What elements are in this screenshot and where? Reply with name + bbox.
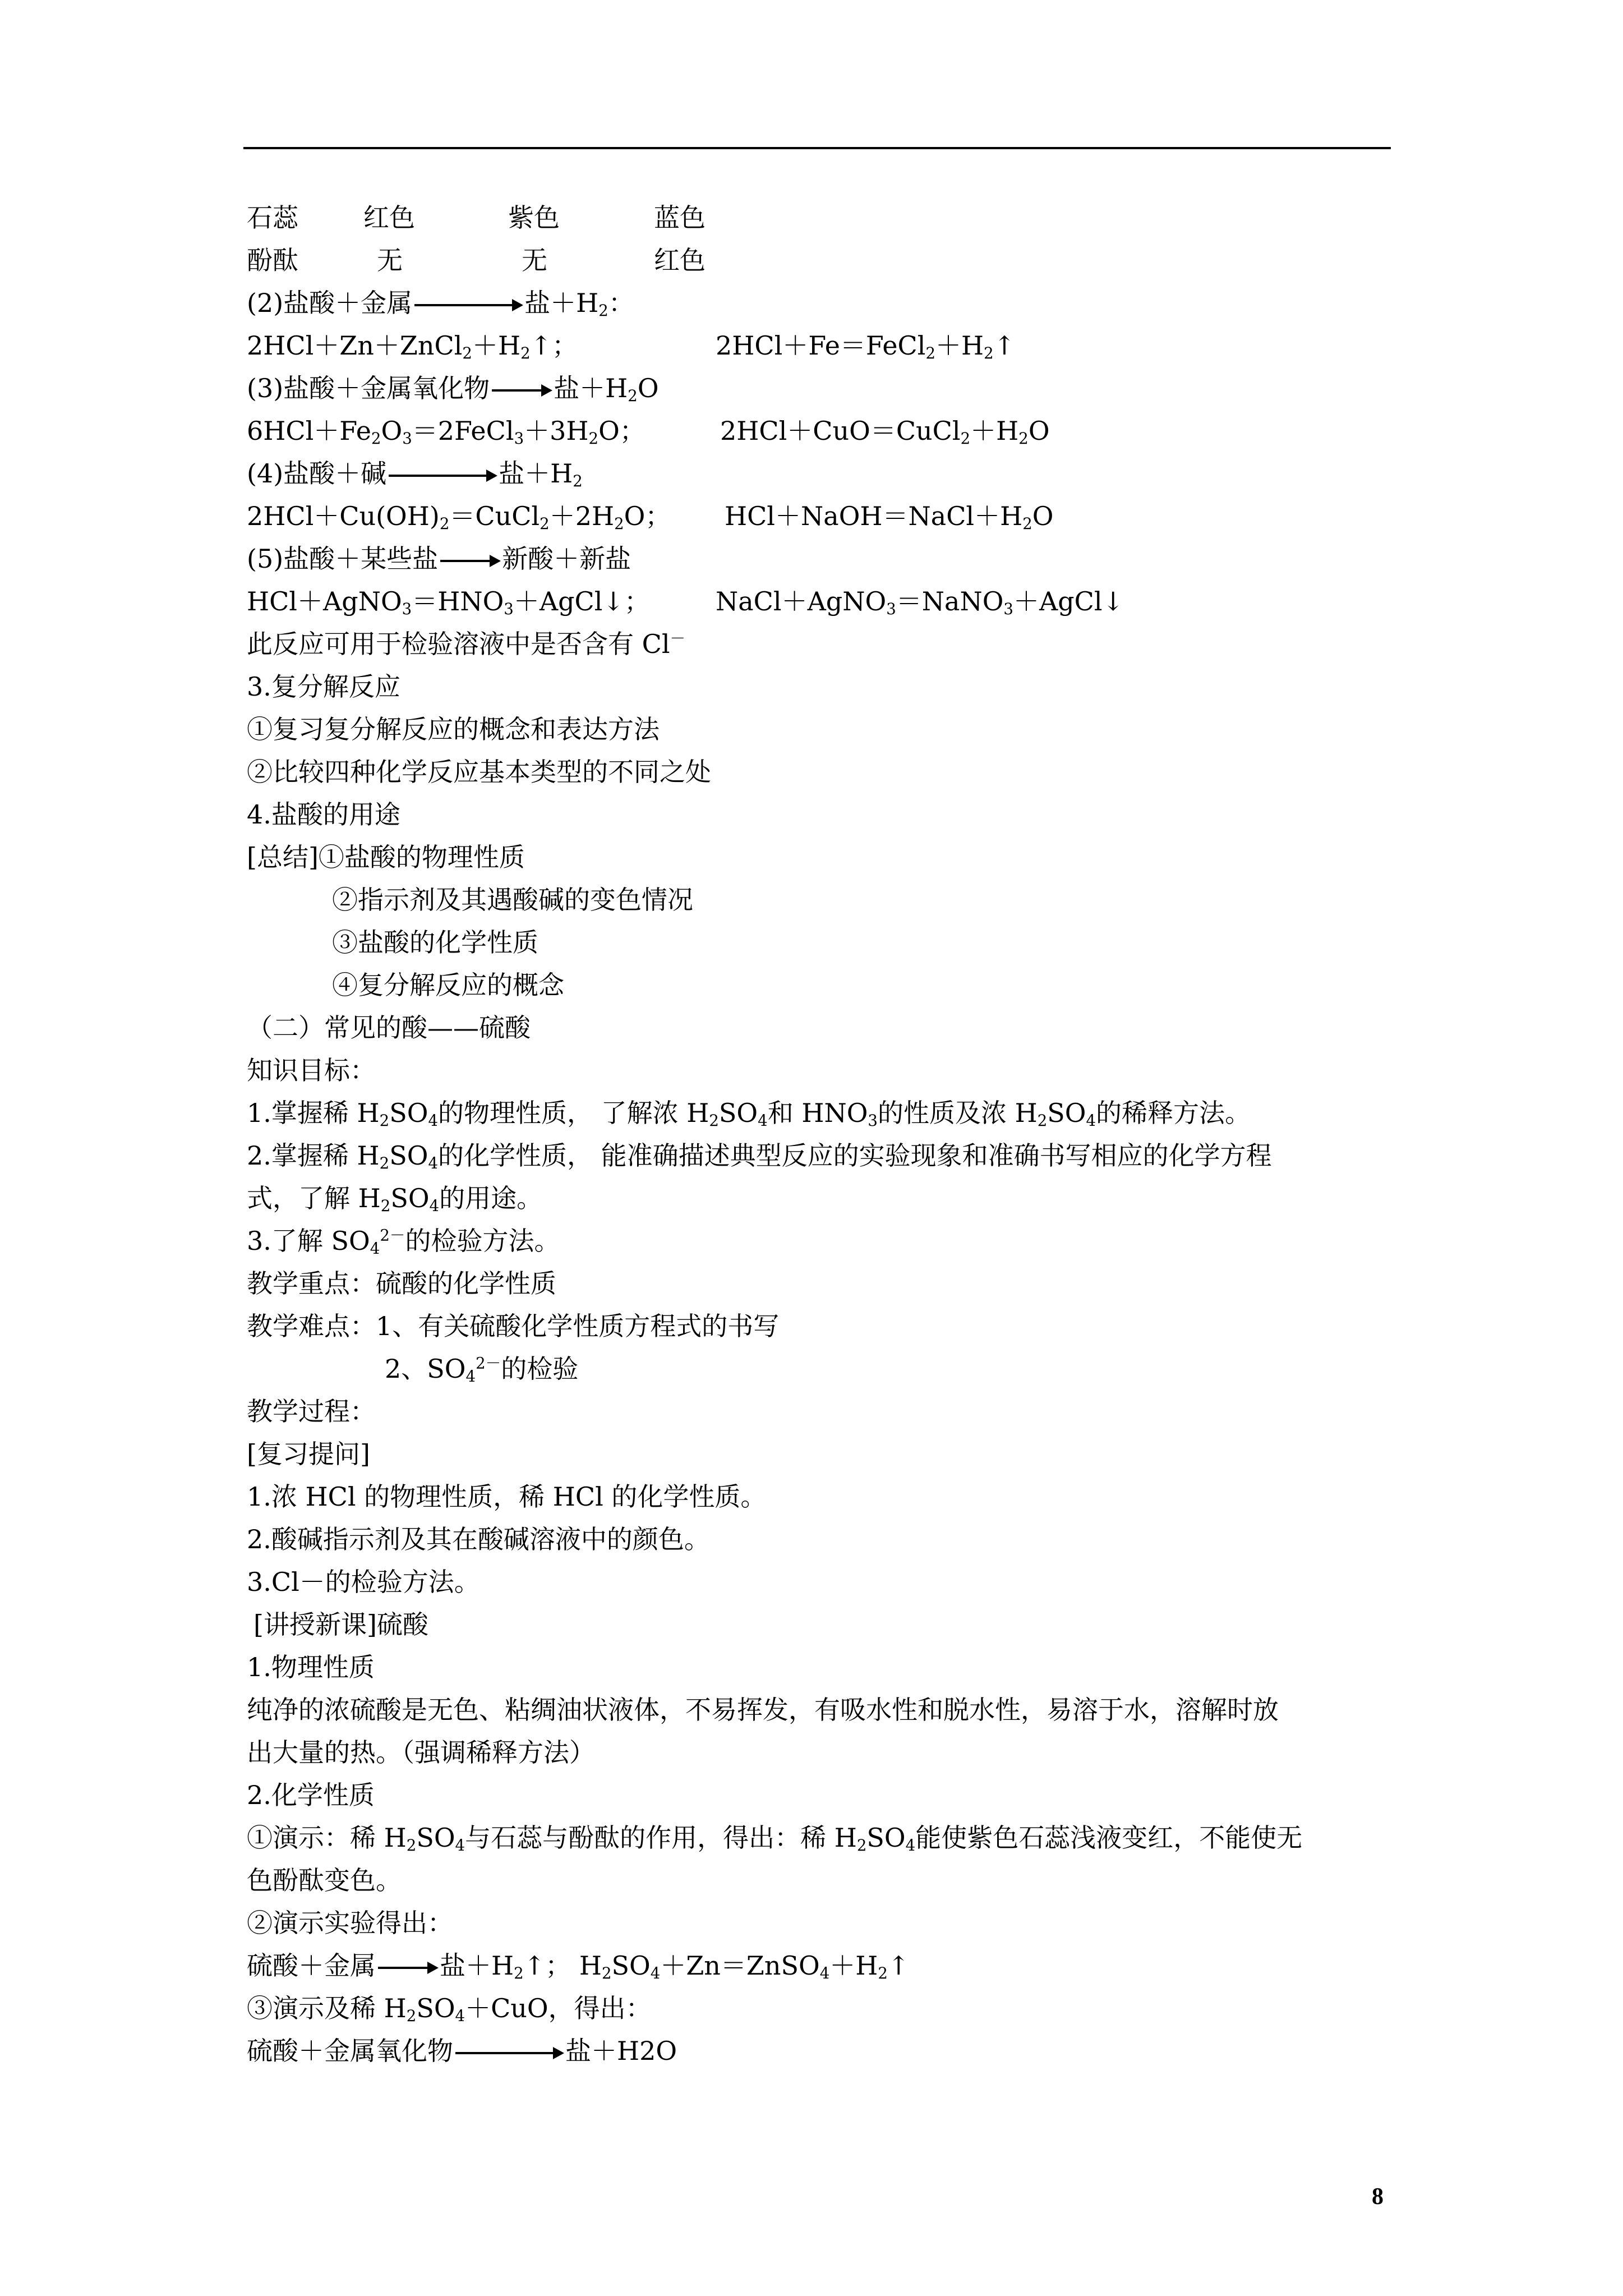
table-cell: 紫色: [508, 203, 560, 233]
table-cell: 石蕊: [247, 203, 298, 233]
page-number: 8: [1372, 2184, 1384, 2210]
text-line: 2、$SO_4^{2-}$的检验: [385, 1354, 579, 1386]
text-line: [复习提问]: [247, 1439, 370, 1469]
text-line: ①复习复分解反应的概念和表达方法: [247, 714, 660, 744]
text-line: 色酚酞变色。: [247, 1865, 402, 1895]
text-line: (5)盐酸＋某些盐 新酸＋新盐: [247, 544, 631, 574]
text-line: (2)盐酸＋金属 盐$+H_2$：: [247, 288, 634, 320]
arrow-icon: [414, 304, 521, 306]
equation-line: NaCl＋AgNO$_3$＝NaNO$_3$＋AgCl↓: [716, 586, 1124, 618]
text-line: [讲授新课]硫酸: [253, 1609, 428, 1640]
text-line: 知识目标：: [247, 1055, 376, 1085]
text-line: 纯净的浓硫酸是无色、粘绸油状液体，不易挥发，有吸水性和脱水性，易溶于水，溶解时放: [247, 1695, 1279, 1725]
text-line: 2.掌握稀 $H_2SO_4$的化学性质， 能准确描述典型反应的实验现象和准确书写相应的化学方程: [247, 1140, 1272, 1172]
section-heading: 3.复分解反应: [247, 671, 400, 702]
text-line: ④复分解反应的概念: [332, 970, 564, 1000]
equation-line: $6HCl+Fe_2O_3=2FeCl_3+3H_2O$；: [247, 416, 645, 448]
equation-line: $2HCl+Fe=FeCl_2+H_2↑$: [716, 330, 1016, 362]
equation-line: $HCl+NaOH=NaCl+H_2O$: [725, 501, 1054, 533]
arrow-icon: [440, 560, 499, 562]
section-heading: 1.物理性质: [247, 1652, 375, 1682]
text-line: 1.掌握稀 $H_2SO_4$的物理性质， 了解浓 $H_2SO_4$和 $HNO_3$的性质及浓 $H_2SO_4$的稀释方法。: [247, 1098, 1251, 1130]
table-cell: 蓝色: [654, 203, 706, 233]
equation-line: 硫酸＋金属 盐$+H_2↑$； $H_2SO_4+Zn=ZnSO_4+H_2↑$: [247, 1950, 910, 1982]
table-cell: 红色: [363, 203, 415, 233]
arrow-icon: [492, 389, 550, 392]
text-line: ②指示剂及其遇酸碱的变色情况: [332, 885, 693, 915]
table-cell: 红色: [654, 245, 706, 275]
text-line: ②演示实验得出：: [247, 1908, 453, 1938]
text-line: 式，了解 $H_2SO_4$的用途。: [247, 1183, 543, 1215]
text-line: 2.酸碱指示剂及其在酸碱溶液中的颜色。: [247, 1524, 710, 1554]
arrow-icon: [455, 2052, 562, 2054]
equation-line: $2HCl+Zn+ZnCl_2+H_2↑$；: [247, 330, 578, 362]
equation-line: $2HCl+Cu(OH)_2=CuCl_2+2H_2O$；: [247, 501, 671, 533]
table-cell: 无: [377, 245, 403, 275]
text-line: 此反应可用于检验溶液中是否含有 Cl－: [247, 629, 686, 659]
text-line: 出大量的热。（强调稀释方法）: [247, 1737, 595, 1768]
table-cell: 无: [522, 245, 547, 275]
section-heading: 2.化学性质: [247, 1780, 375, 1810]
equation-line: $2HCl+CuO=CuCl_2+H_2O$: [720, 416, 1050, 448]
text-line: ③演示及稀 $H_2SO_4+CuO$，得出：: [247, 1993, 652, 2025]
header-rule: [243, 147, 1391, 149]
text-line: 3.Cl－的检验方法。: [247, 1567, 480, 1597]
arrow-icon: [378, 1967, 436, 1969]
text-line: 教学过程：: [247, 1396, 376, 1427]
text-line: ①演示：稀 $H_2SO_4$与石蕊与酚酞的作用，得出：稀 $H_2SO_4$能使紫色石蕊浅液变红，不能使无: [247, 1823, 1303, 1855]
text-line: 3.了解 $SO_4^{2-}$的检验方法。: [247, 1226, 560, 1258]
text-line: [总结]①盐酸的物理性质: [247, 842, 525, 872]
table-cell: 酚酞: [247, 245, 298, 275]
section-heading: （二）常见的酸——硫酸: [247, 1013, 531, 1043]
text-line: ②比较四种化学反应基本类型的不同之处: [247, 757, 711, 787]
equation-line: $HCl+AgNO_3=HNO_3+AgCl↓$；: [247, 586, 650, 618]
text-line: (4)盐酸＋碱 盐$+H_2$: [247, 458, 583, 490]
section-heading: 4.盐酸的用途: [247, 799, 400, 830]
text-line: 教学难点：1、有关硫酸化学性质方程式的书写: [247, 1311, 780, 1341]
text-line: 1.浓 HCl 的物理性质，稀 HCl 的化学性质。: [247, 1481, 767, 1512]
text-line: 教学重点：硫酸的化学性质: [247, 1268, 556, 1299]
text-line: ③盐酸的化学性质: [332, 927, 538, 958]
text-line: (3)盐酸＋金属氧化物 盐$+H_2O$: [247, 373, 659, 405]
text-line: 硫酸＋金属氧化物 盐＋H2O: [247, 2036, 677, 2066]
arrow-icon: [389, 475, 495, 477]
